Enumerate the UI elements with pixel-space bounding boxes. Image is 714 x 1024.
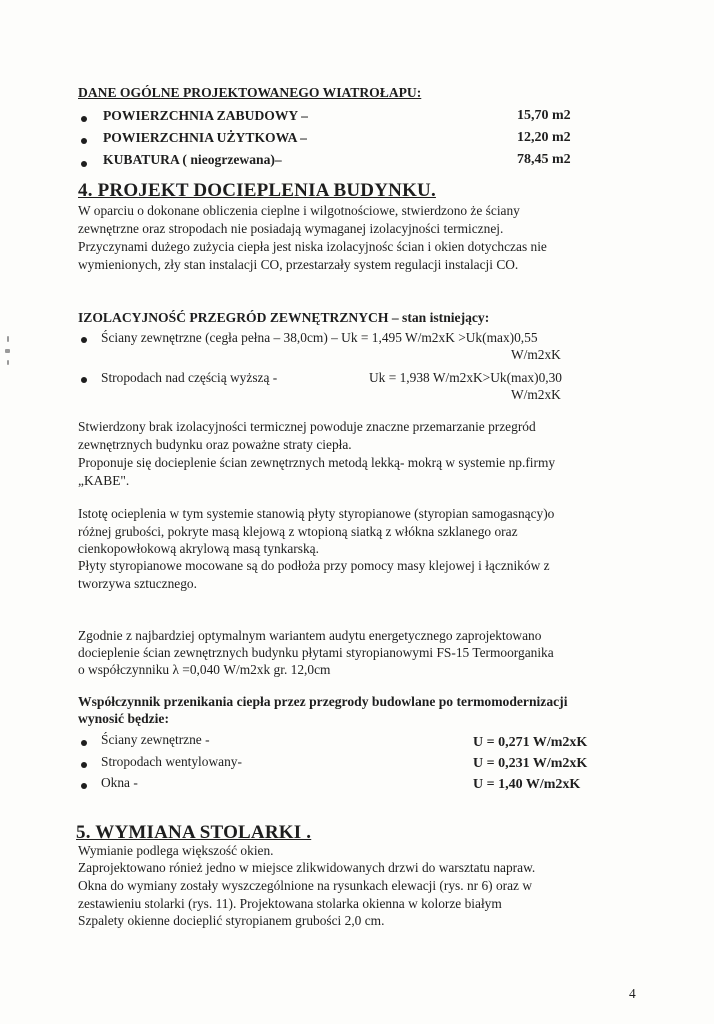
general-item-value: 15,70 m2 bbox=[517, 108, 571, 123]
paragraph-line: zestawieniu stolarki (rys. 11). Projektowana stolarka okienna w kolorze białym bbox=[78, 896, 502, 911]
paragraph-line: Stwierdzony brak izolacyjności termicznej powoduje znaczne przemarzanie przegród bbox=[78, 419, 536, 434]
bullet-icon bbox=[81, 783, 87, 789]
paragraph-line: Zaprojektowano rónież jedno w miejsce zlikwidowanych drzwi do warsztatu napraw. bbox=[78, 860, 536, 875]
page-number: 4 bbox=[629, 986, 636, 1001]
coefficient-item-value: U = 0,271 W/m2xK bbox=[473, 735, 588, 750]
insulation-heading-rest: – stan istniejący: bbox=[388, 310, 490, 325]
paragraph-line: wymienionych, zły stan instalacji CO, przestarzały system regulacji instalacji CO. bbox=[78, 257, 519, 272]
insulation-item-unit: W/m2xK bbox=[511, 387, 561, 402]
paragraph-line: Proponuje się docieplenie ścian zewnętrznych metodą lekką- mokrą w systemie np.firmy bbox=[78, 455, 556, 470]
paragraph-line: docieplenie ścian zewnętrznych budynku płytami styropianowymi FS-15 Termoorganika bbox=[78, 645, 554, 660]
general-heading: DANE OGÓLNE PROJEKTOWANEGO WIATROŁAPU: bbox=[78, 85, 422, 100]
paragraph-line: Okna do wymiany zostały wyszczególnione na rysunkach elewacji (rys. nr 6) oraz w bbox=[78, 878, 533, 893]
scan-mark bbox=[7, 360, 9, 365]
paragraph-line: Zgodnie z najbardziej optymalnym wariantem audytu energetycznego zaprojektowano bbox=[78, 628, 542, 643]
bullet-icon bbox=[81, 116, 87, 122]
coefficient-item-label: Stropodach wentylowany- bbox=[101, 754, 242, 769]
coefficient-item-label: Ściany zewnętrzne - bbox=[101, 732, 210, 747]
bullet-icon bbox=[81, 740, 87, 746]
paragraph-line: „KABE". bbox=[78, 473, 130, 488]
general-item-label: POWIERZCHNIA UŻYTKOWA – bbox=[103, 130, 307, 145]
paragraph-line: Płyty styropianowe mocowane są do podłoża przy pomocy masy klejowej i łączników z bbox=[78, 558, 550, 573]
insulation-heading-bold: IZOLACYJNOŚĆ PRZEGRÓD ZEWNĘTRZNYCH bbox=[78, 310, 389, 325]
insulation-item-label: Stropodach nad częścią wyższą - bbox=[101, 370, 278, 385]
paragraph-line: różnej grubości, pokryte masą klejową z wtopioną siatką z włókna szklanego oraz bbox=[78, 524, 518, 539]
coefficients-heading: Współczynnik przenikania ciepła przez przegrody budowlane po termomodernizacji bbox=[78, 694, 568, 709]
paragraph-line: W oparciu o dokonane obliczenia cieplne i wilgotnościowe, stwierdzono że ściany bbox=[78, 203, 520, 218]
bullet-icon bbox=[81, 161, 87, 167]
insulation-item-value: Uk = 1,938 W/m2xK>Uk(max)0,30 bbox=[369, 370, 563, 385]
paragraph-line: o współczynniku λ =0,040 W/m2xk gr. 12,0cm bbox=[78, 662, 331, 677]
insulation-item-unit: W/m2xK bbox=[511, 347, 561, 362]
coefficient-item-label: Okna - bbox=[101, 775, 138, 790]
coefficients-heading-cont: wynosić będzie: bbox=[78, 711, 169, 726]
paragraph-line: cienkopowłokową akrylową masą tynkarską. bbox=[78, 541, 319, 556]
bullet-icon bbox=[81, 337, 87, 343]
general-item-label: KUBATURA ( nieogrzewana)– bbox=[103, 152, 282, 167]
section-5-heading: 5. WYMIANA STOLARKI . bbox=[76, 822, 312, 843]
general-item-value: 78,45 m2 bbox=[517, 152, 571, 167]
paragraph-line: Wymianie podlega większość okien. bbox=[78, 843, 274, 858]
insulation-heading bbox=[78, 310, 489, 326]
bullet-icon bbox=[81, 377, 87, 383]
bullet-icon bbox=[81, 138, 87, 144]
bullet-icon bbox=[81, 762, 87, 768]
general-item-value: 12,20 m2 bbox=[517, 130, 571, 145]
coefficient-item-value: U = 0,231 W/m2xK bbox=[473, 756, 588, 771]
coefficient-item-value: U = 1,40 W/m2xK bbox=[473, 777, 581, 792]
paragraph-line: zewnętrzne oraz stropodach nie posiadają wymaganej izolacyjności termicznej. bbox=[78, 221, 504, 236]
section-4-heading: 4. PROJEKT DOCIEPLENIA BUDYNKU. bbox=[78, 180, 436, 201]
general-item-label: POWIERZCHNIA ZABUDOWY – bbox=[103, 108, 308, 123]
paragraph-line: zewnętrznych budynku oraz poważne straty ciepła. bbox=[78, 437, 352, 452]
paragraph-line: Przyczynami dużego zużycia ciepła jest niska izolacyjnośc ścian i okien dotychczas nie bbox=[78, 239, 547, 254]
insulation-item-label: Ściany zewnętrzne (cegła pełna – 38,0cm) – Uk = 1,495 W/m2xK >Uk(max)0,55 bbox=[101, 330, 538, 345]
paragraph-line: tworzywa sztucznego. bbox=[78, 576, 197, 591]
paragraph-line: Szpalety okienne docieplić styropianem grubości 2,0 cm. bbox=[78, 913, 385, 928]
scan-mark bbox=[7, 336, 9, 342]
scan-mark bbox=[5, 349, 10, 353]
paragraph-line: Istotę ocieplenia w tym systemie stanowią płyty styropianowe (styropian samogasnący)o bbox=[78, 506, 555, 521]
